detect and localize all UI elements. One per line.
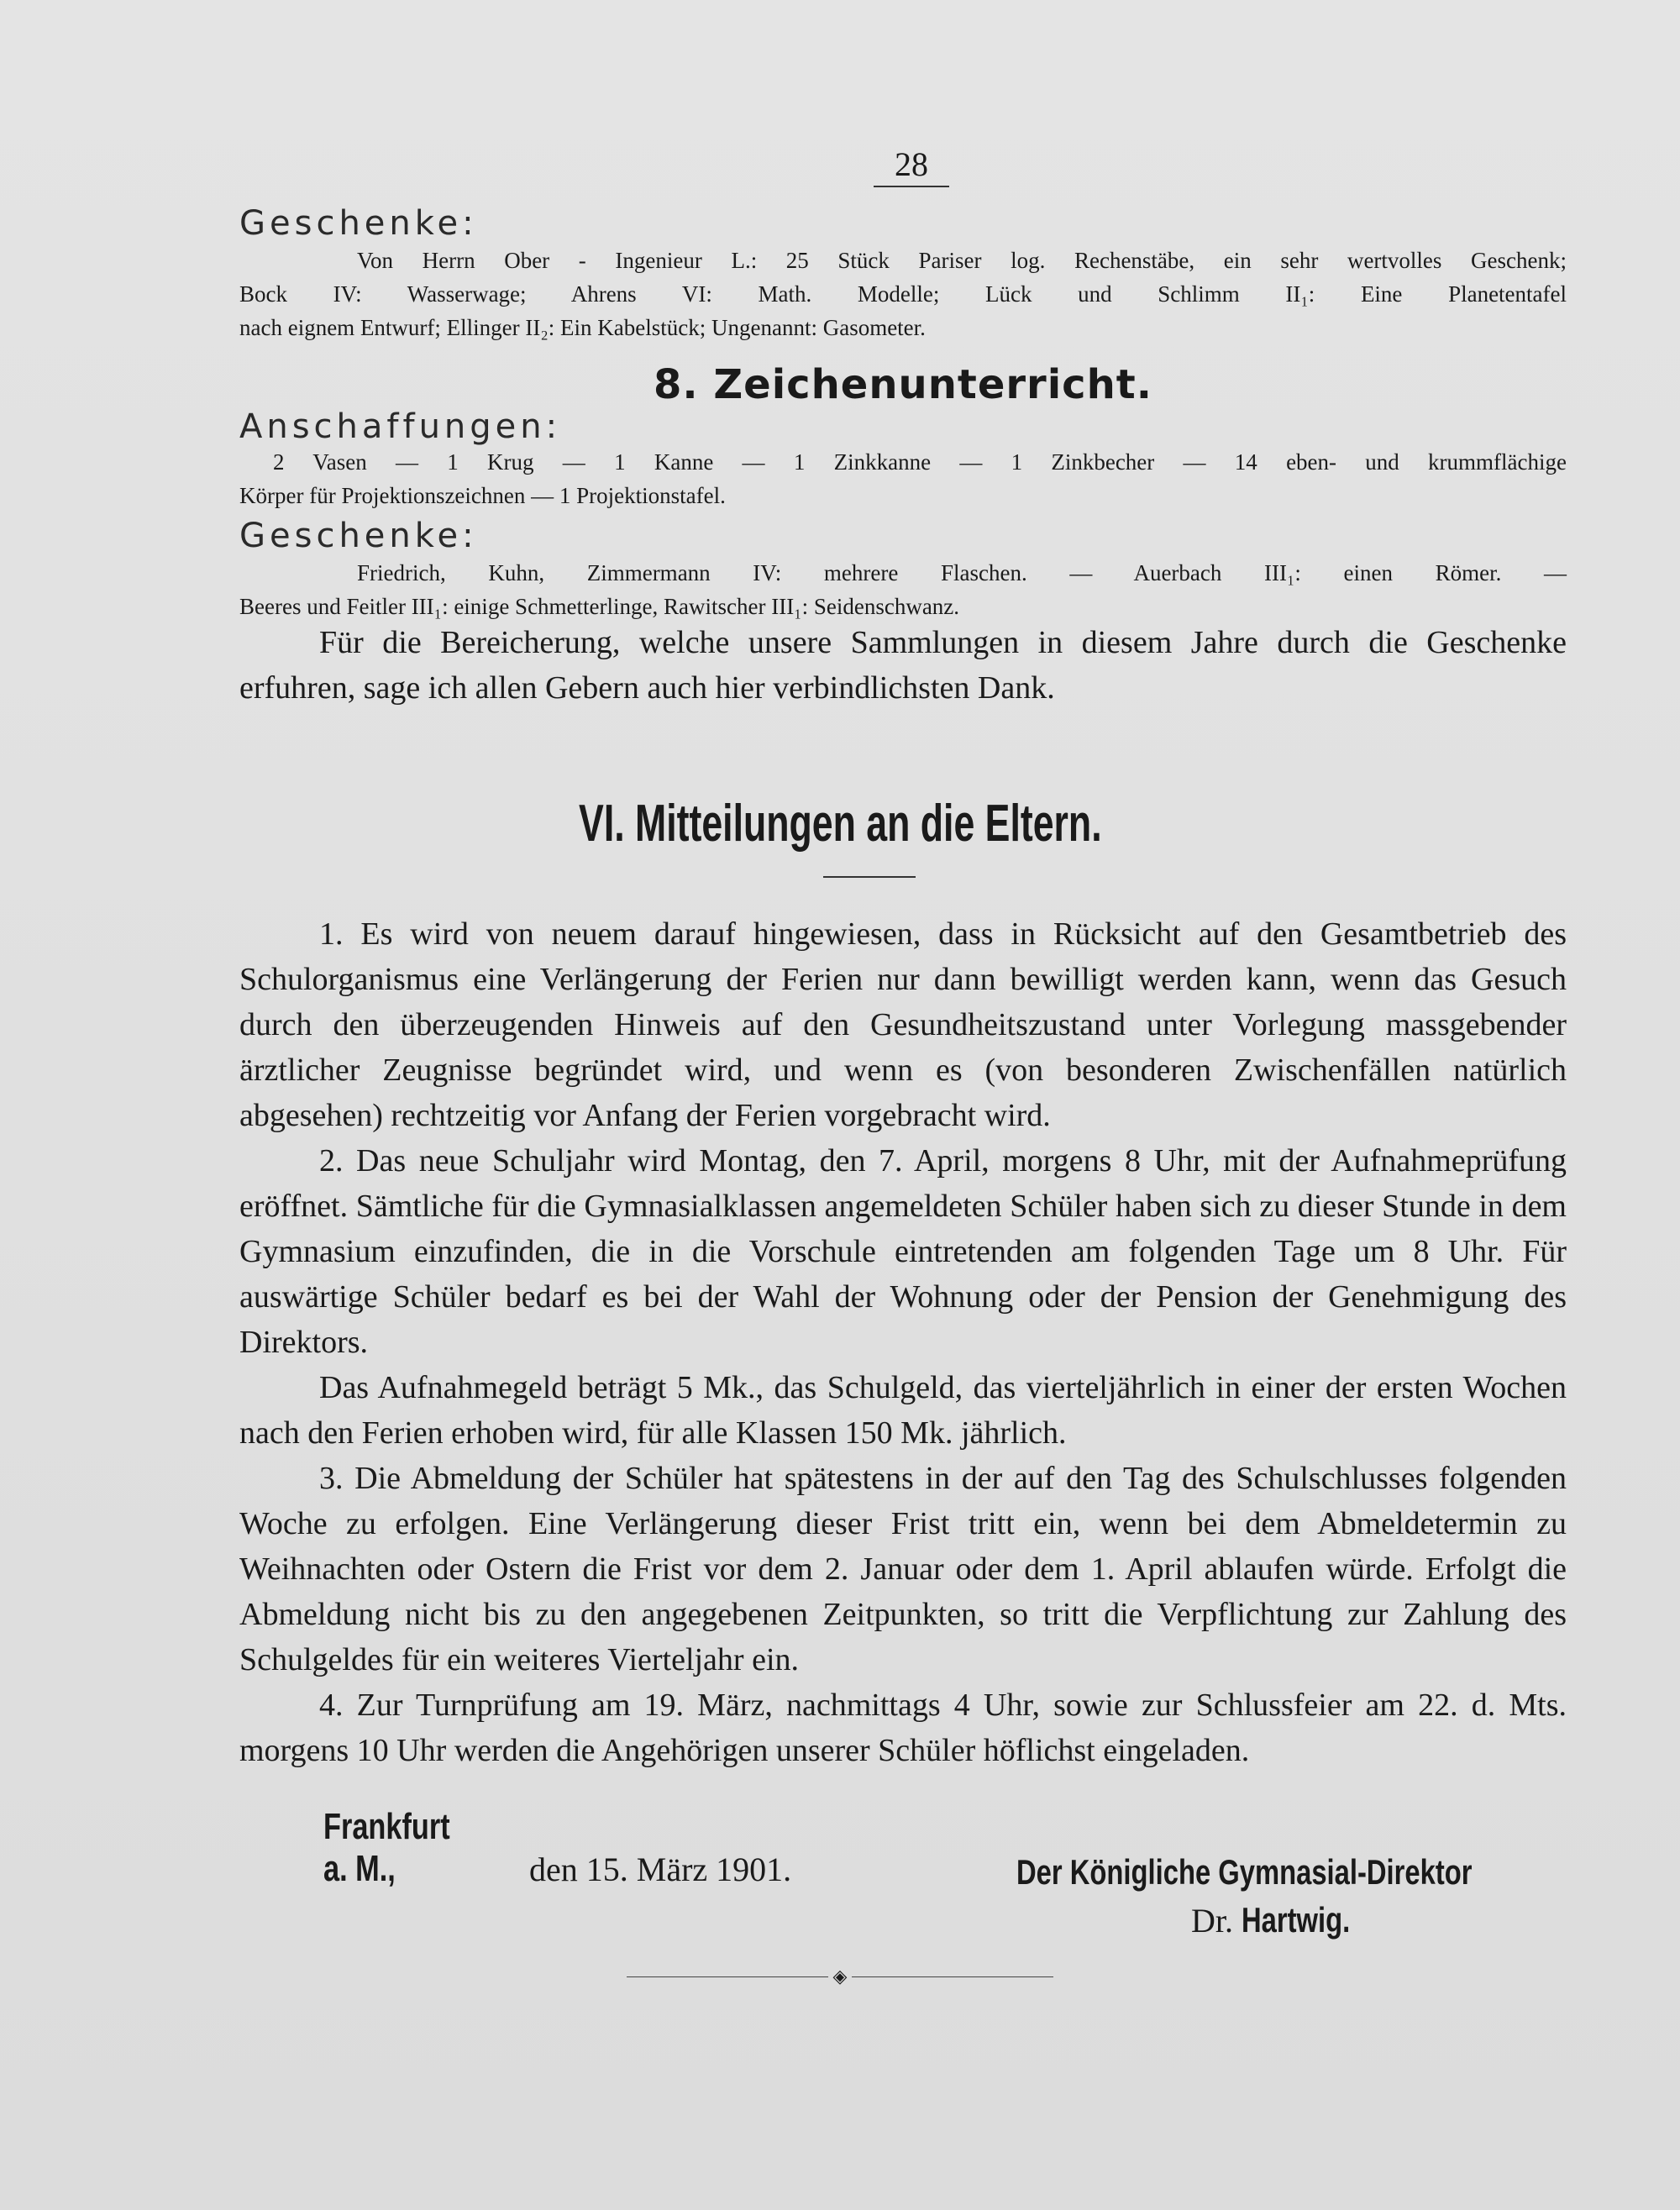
date: den 15. März 1901. — [529, 1850, 792, 1888]
heading-underline — [823, 876, 916, 878]
section-6-heading — [0, 794, 1680, 853]
signature-prefix: Dr. — [1191, 1902, 1233, 1940]
signature-title: Der Königliche Gymnasial-Direktor — [1016, 1852, 1473, 1892]
dank-text: Für die Bereicherung, welche unsere Sammlungen in diesem Jahre durch die Geschenke erfuhren, sage ich allen Gebern auch hier verbindlichsten Dank. — [239, 625, 1567, 706]
anschaffungen-label: Anschaffungen: — [239, 407, 562, 446]
place-date — [323, 1806, 1079, 1890]
section-6-heading-text: VI. Mitteilungen an die Eltern. — [578, 795, 1102, 853]
geschenke-label: Geschenke: — [239, 204, 478, 243]
anschaffungen-line-2: Körper für Projektionszeichnen — 1 Projektionstafel. — [239, 483, 726, 508]
geschenke-list — [239, 244, 1567, 344]
zeichen-geschenke-line-2: Beeres und Feitler III₁: einige Schmetterlinge, Rawitscher III₁: Seidenschwanz. — [239, 594, 960, 619]
mitteilungen-body — [239, 911, 1567, 1773]
geschenke-line-1: Von Herrn Ober - Ingenieur L.: 25 Stück Pariser log. Rechenstäbe, ein sehr wertvolles Geschenk; — [357, 248, 1567, 273]
paragraph-4: 4. Zur Turnprüfung am 19. März, nachmittags 4 Uhr, sowie zur Schlussfeier am 22. d. Mts. morgens 10 Uhr werden die Angehörigen unserer Schüler höflichst eingeladen. — [239, 1688, 1567, 1768]
geschenke-section — [239, 204, 1567, 243]
paragraph-2: 2. Das neue Schuljahr wird Montag, den 7. April, morgens 8 Uhr, mit der Aufnahmeprüfung eröffnet. Sämtliche für die Gymnasialklassen angemeldeten Schüler haben sich zu dieser Stunde in dem Gymnasium einzufinden, die in die Vorschule eintretenden am folgenden Tage um 8 Uhr. Für auswärtige Schüler bedarf es bei der Wahl der Wohnung oder der Pension der Genehmigung des Direktors. — [239, 1143, 1567, 1360]
geschenke-line-2: Bock IV: Wasserwage; Ahrens VI: Math. Modelle; Lück und Schlimm II₁: Eine Planetentafel — [239, 281, 1567, 307]
zeichen-geschenke-block — [239, 517, 1567, 555]
place: Frankfurt a. M., — [323, 1806, 450, 1889]
anschaffungen-list — [239, 445, 1567, 512]
section-8-heading: 8. Zeichenunterricht. — [654, 361, 1152, 408]
section-8 — [239, 361, 1567, 408]
zeichen-geschenke-list — [239, 556, 1567, 623]
dank-paragraph — [239, 620, 1567, 711]
paragraph-2b: Das Aufnahmegeld beträgt 5 Mk., das Schulgeld, das vierteljährlich in einer der ersten Wochen nach den Ferien erhoben wird, für alle Klassen 150 Mk. jährlich. — [239, 1370, 1567, 1451]
anschaffungen-block — [239, 407, 1567, 446]
zeichen-geschenke-label: Geschenke: — [239, 517, 478, 555]
zeichen-geschenke-line-1: Friedrich, Kuhn, Zimmermann IV: mehrere Flaschen. — Auerbach III₁: einen Römer. — — [357, 560, 1567, 585]
signature-surname: Hartwig. — [1242, 1900, 1351, 1940]
paragraph-3: 3. Die Abmeldung der Schüler hat spätestens in der auf den Tag des Schulschlusses folgenden Woche zu erfolgen. Eine Verlängerung dieser Frist tritt ein, wenn bei dem Abmeldetermin zu Weihnachten oder Ostern die Frist vor dem 2. Januar oder dem 1. April ablaufen würde. Erfolgt die Abmeldung nicht bis zu den angegebenen Zeitpunkten, so tritt die Verpflichtung zur Zahlung des Schulgeldes für ein weiteres Vierteljahr ein. — [239, 1461, 1567, 1677]
end-ornament: ◈ — [0, 1966, 1680, 1987]
page-number: 28 — [874, 144, 949, 187]
signature-name — [1191, 1900, 1381, 1940]
paragraph-1: 1. Es wird von neuem darauf hingewiesen, dass in Rücksicht auf den Gesamtbetrieb des Schulorganismus eine Verlängerung der Ferien nur dann bewilligt werden kann, wenn das Gesuch durch den überzeugenden Hinweis auf den Gesundheitszustand unter Vorlegung massgebender ärztlicher Zeugnisse begründet wird, und wenn es (von besonderen Zwischenfällen natürlich abgesehen) rechtzeitig vor Anfang der Ferien vorgebracht wird. — [239, 916, 1567, 1133]
anschaffungen-line-1: 2 Vasen — 1 Krug — 1 Kanne — 1 Zinkkanne — 1 Zinkbecher — 14 eben- und krummflächige — [273, 449, 1567, 475]
geschenke-line-3: nach eignem Entwurf; Ellinger II₂: Ein Kabelstück; Ungenannt: Gasometer. — [239, 315, 926, 340]
